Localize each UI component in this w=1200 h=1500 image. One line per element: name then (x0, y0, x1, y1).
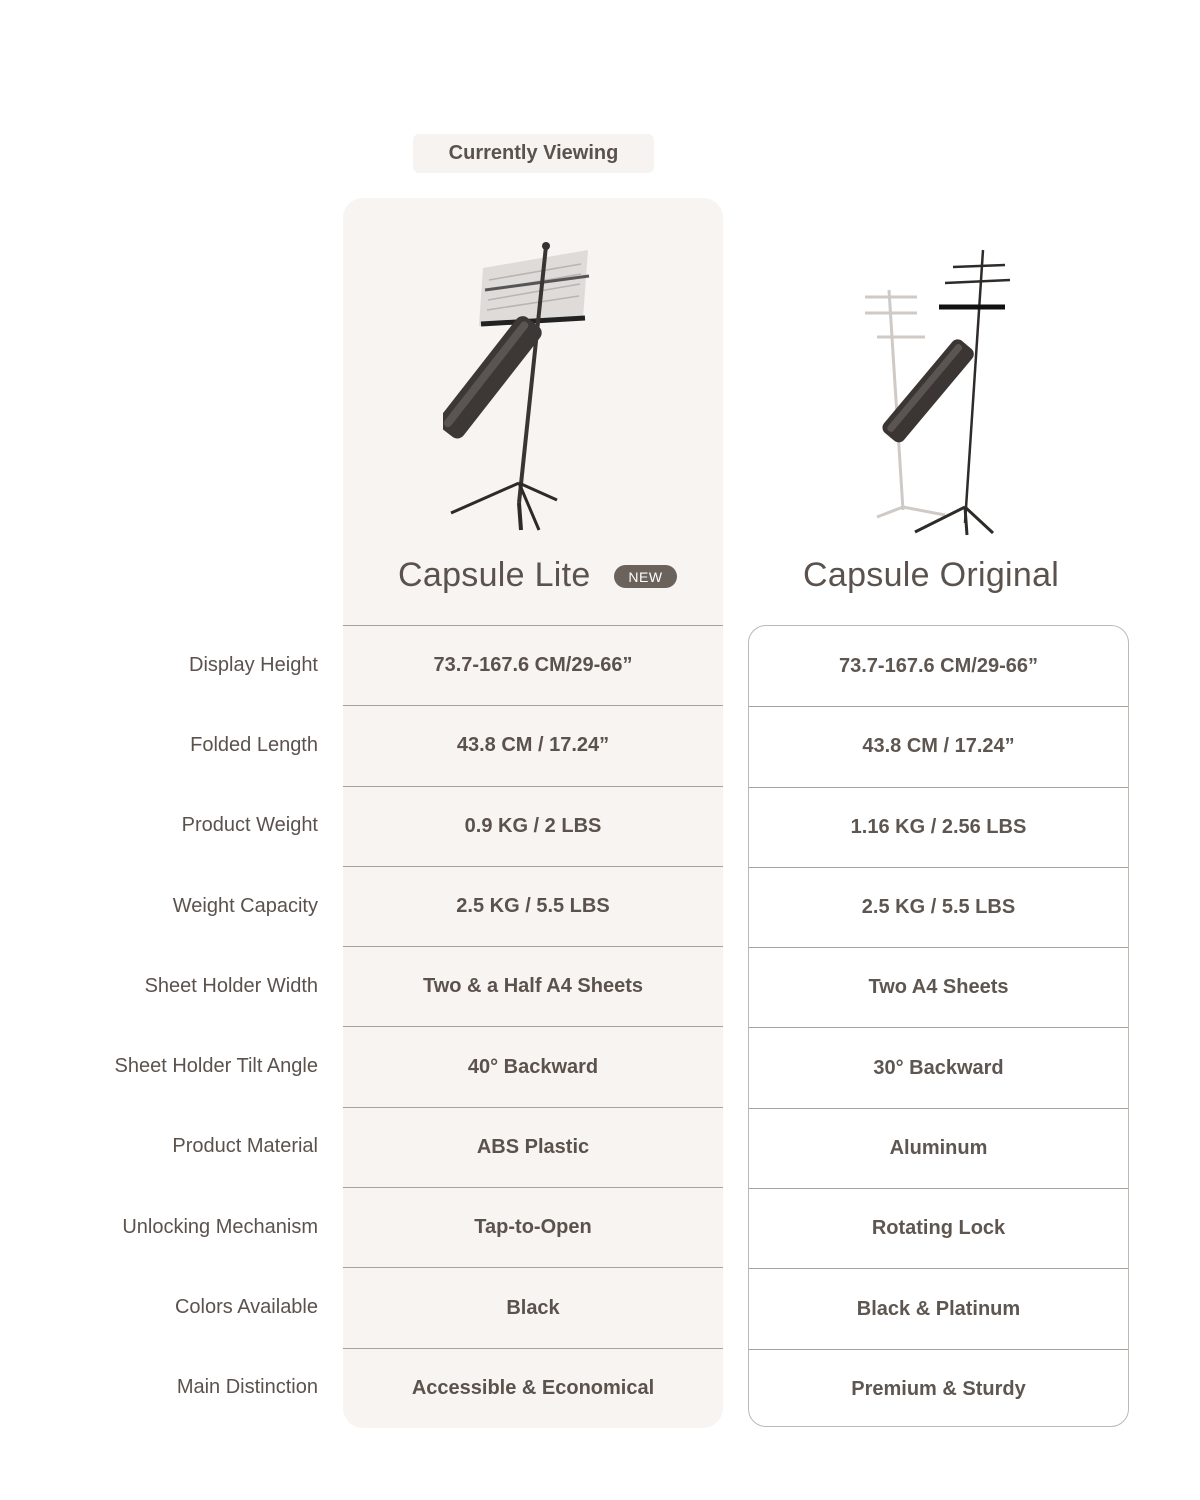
row-label-product-weight: Product Weight (181, 814, 318, 837)
lite-product-weight: 0.9 KG / 2 LBS (343, 786, 723, 866)
original-sheet-holder-width: Two A4 Sheets (749, 947, 1128, 1027)
lite-display-height: 73.7-167.6 CM/29-66” (343, 625, 723, 705)
capsule-lite-product-image (443, 238, 623, 538)
lite-sheet-holder-tilt-angle: 40° Backward (343, 1026, 723, 1106)
row-label-folded-length: Folded Length (190, 733, 318, 756)
capsule-original-title: Capsule Original (803, 556, 1060, 594)
row-label-weight-capacity: Weight Capacity (172, 894, 318, 917)
original-sheet-holder-tilt-angle: 30° Backward (749, 1027, 1128, 1107)
original-colors-available: Black & Platinum (749, 1268, 1128, 1348)
original-unlocking-mechanism: Rotating Lock (749, 1188, 1128, 1268)
capsule-original-spec-cells (749, 626, 1128, 1427)
row-label-product-material: Product Material (172, 1135, 318, 1158)
original-product-weight: 1.16 KG / 2.56 LBS (749, 787, 1128, 867)
row-label-colors-available: Colors Available (174, 1296, 318, 1319)
lite-colors-available: Black (343, 1267, 723, 1347)
lite-product-material: ABS Plastic (343, 1107, 723, 1187)
original-product-material: Aluminum (749, 1108, 1128, 1188)
original-display-height: 73.7-167.6 CM/29-66” (838, 654, 1038, 677)
lite-folded-length: 43.8 CM / 17.24” (343, 705, 723, 785)
row-label-sheet-holder-tilt-angle: Sheet Holder Tilt Angle (114, 1055, 318, 1078)
lite-weight-capacity: 2.5 KG / 5.5 LBS (343, 866, 723, 946)
capsule-lite-column (343, 198, 723, 1428)
capsule-lite-title: Capsule Lite (398, 556, 591, 594)
lite-unlocking-mechanism: Tap-to-Open (343, 1187, 723, 1267)
lite-sheet-holder-width: Two & a Half A4 Sheets (343, 946, 723, 1026)
capsule-original-column (748, 625, 1129, 1427)
original-main-distinction: Premium & Sturdy (749, 1349, 1128, 1427)
row-label-display-height: Display Height (189, 653, 318, 676)
lite-main-distinction: Accessible & Economical (343, 1348, 723, 1428)
original-weight-capacity: 2.5 KG / 5.5 LBS (749, 867, 1128, 947)
row-label-main-distinction: Main Distinction (176, 1376, 318, 1399)
row-label-unlocking-mechanism: Unlocking Mechanism (122, 1215, 318, 1238)
row-label-sheet-holder-width: Sheet Holder Width (144, 974, 318, 997)
capsule-original-product-image (855, 245, 1020, 545)
original-folded-length: 43.8 CM / 17.24” (749, 706, 1128, 786)
new-badge: NEW (614, 565, 677, 588)
spec-row-labels (0, 625, 318, 1428)
currently-viewing-badge: Currently Viewing (413, 134, 654, 173)
capsule-lite-spec-cells (343, 625, 723, 1428)
